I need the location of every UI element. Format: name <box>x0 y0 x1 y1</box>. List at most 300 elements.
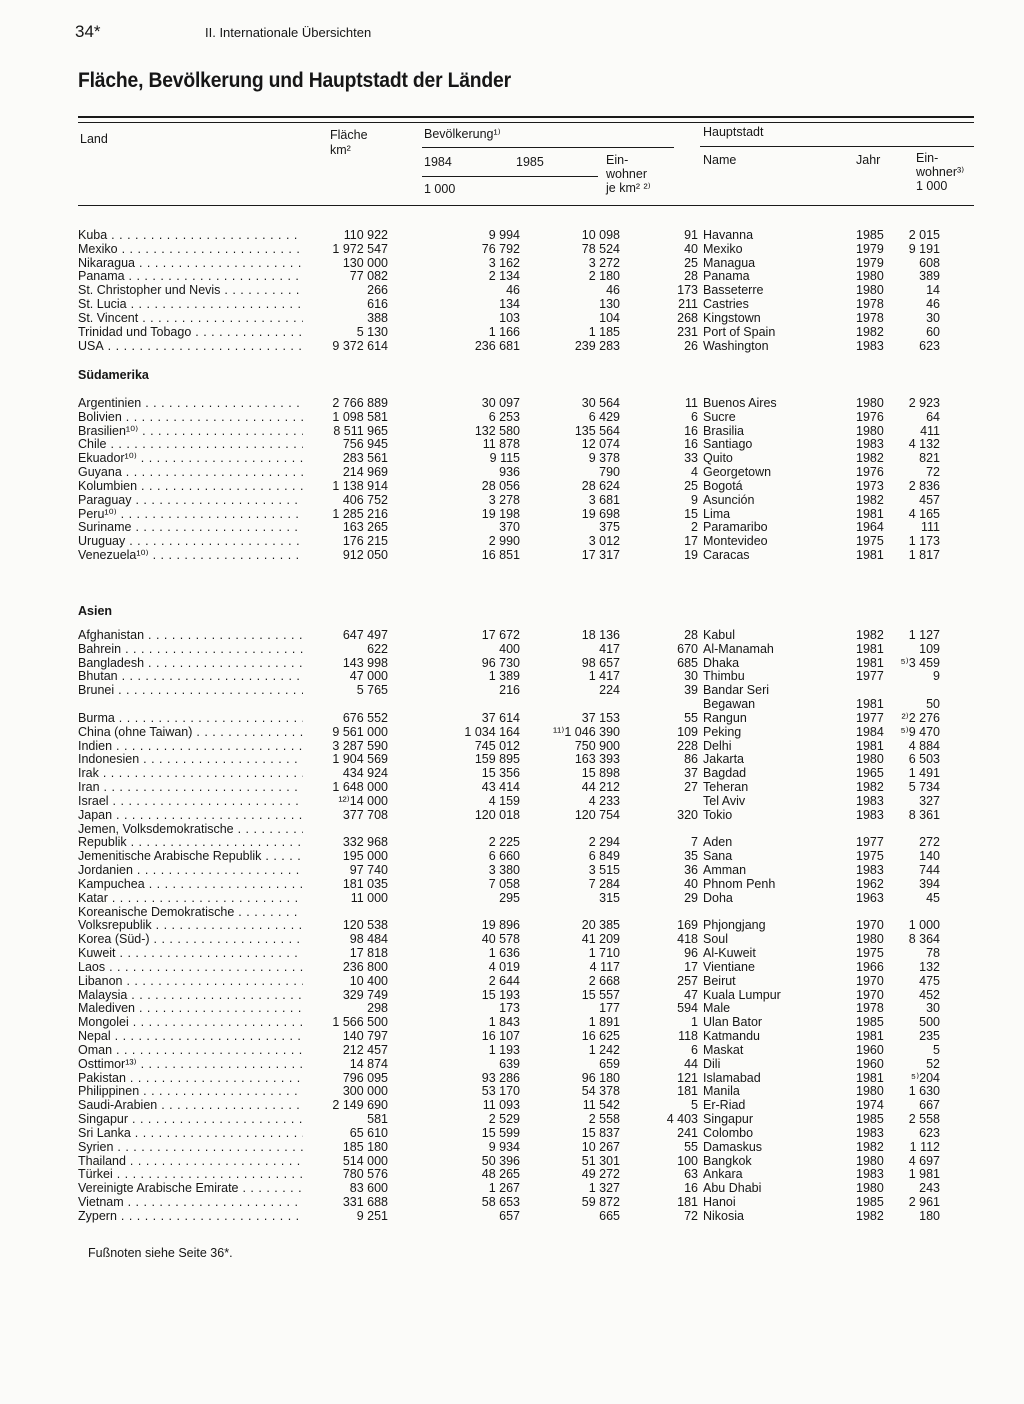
population-1984: 295 <box>499 890 520 905</box>
capital-population: 5 734 <box>908 780 940 795</box>
population-1985: 17 317 <box>581 548 620 563</box>
capital-population: 1 127 <box>908 628 940 642</box>
capital-year: 1960 <box>856 1056 884 1071</box>
population-1985: 1 891 <box>588 1015 620 1030</box>
population-1984: 1 034 164 <box>464 724 520 739</box>
capital-name: Dhaka <box>703 655 740 670</box>
density-value: 40 <box>684 876 698 891</box>
population-1985: 750 900 <box>574 738 620 753</box>
capital-population: 111 <box>920 520 940 535</box>
capital-year: 1980 <box>856 932 884 947</box>
capital-name: Sucre <box>703 409 736 424</box>
area-value: 300 000 <box>342 1084 388 1099</box>
capital-year: 1976 <box>856 465 884 480</box>
population-1984: 1 389 <box>488 669 520 684</box>
area-value: 9 561 000 <box>332 724 388 739</box>
country-name: Paraguay . . . <box>78 493 303 507</box>
density-value: 55 <box>684 710 698 725</box>
country-name: Uruguay . . . <box>78 534 303 548</box>
country-name: Indien . . . <box>78 739 303 753</box>
capital-year: 1983 <box>856 437 884 452</box>
area-value: 10 400 <box>349 973 388 988</box>
density-value: 173 <box>677 283 698 298</box>
table-row <box>78 1029 978 1043</box>
capital-name: Tel Aviv <box>703 793 746 808</box>
area-value: 331 688 <box>342 1195 388 1210</box>
density-value: 1 <box>691 1015 698 1030</box>
country-name: Venezuela¹⁰⁾ . . . <box>78 548 303 562</box>
top-rule-thin <box>78 122 974 123</box>
table-row <box>78 283 978 297</box>
capital-population: ⁵⁾9 470 <box>900 724 940 739</box>
country-name: St. Lucia . . . <box>78 297 303 311</box>
density-value: 29 <box>684 890 698 905</box>
population-1984: 11 878 <box>482 437 520 452</box>
area-value: 5 130 <box>356 324 388 339</box>
capital-name: Panama <box>703 269 750 284</box>
table-row <box>78 725 978 739</box>
country-name: St. Vincent . . . <box>78 311 303 325</box>
capital-population: 457 <box>919 492 940 507</box>
density-value: 594 <box>677 1001 698 1016</box>
table-row <box>78 396 978 410</box>
area-value: 1 138 914 <box>332 478 388 493</box>
population-1984: 96 730 <box>481 655 520 670</box>
table-row <box>78 932 978 946</box>
capital-year: 1982 <box>856 451 884 466</box>
density-value: 16 <box>684 1181 698 1196</box>
population-1984: 2 644 <box>488 973 520 988</box>
density-value: 5 <box>691 1098 698 1113</box>
area-value: 11 000 <box>350 890 388 905</box>
table-row <box>78 410 978 424</box>
country-name: Afghanistan . . . <box>78 628 303 642</box>
country-name: Vietnam . . . <box>78 1195 303 1209</box>
country-name: Nikaragua . . . <box>78 256 303 270</box>
capital-year: 1985 <box>856 1195 884 1210</box>
table-row <box>78 1057 978 1071</box>
country-name: Laos . . . <box>78 960 303 974</box>
population-1985: 4 117 <box>589 959 620 974</box>
table-row <box>78 1154 978 1168</box>
capital-year: 1981 <box>856 738 884 753</box>
table-row <box>78 1084 978 1098</box>
table-row <box>78 479 978 493</box>
capital-name: Jakarta <box>703 752 744 767</box>
capital-year: 1984 <box>856 724 884 739</box>
capital-population: 1 981 <box>908 1167 940 1182</box>
population-1984: 134 <box>499 297 520 312</box>
table-row <box>78 669 978 683</box>
country-name: Singapur . . . <box>78 1112 303 1126</box>
capital-year: 1982 <box>856 628 884 642</box>
capital-population: 1 491 <box>908 766 940 781</box>
col-header-flaeche-unit: km² <box>330 143 351 157</box>
population-1985: 11 542 <box>582 1098 620 1113</box>
table-row <box>78 1001 978 1015</box>
population-1985: 7 284 <box>588 876 620 891</box>
population-1985: 37 153 <box>581 710 620 725</box>
country-name: Jordanien . . . <box>78 863 303 877</box>
capital-name: Katmandu <box>703 1029 760 1044</box>
capital-name: Phnom Penh <box>703 876 776 891</box>
population-1984: 2 134 <box>488 269 520 284</box>
table-row <box>78 325 978 339</box>
population-1985: 20 385 <box>581 918 620 933</box>
capital-year: 1973 <box>856 478 884 493</box>
population-1985: 3 012 <box>588 534 620 549</box>
table-row <box>78 905 978 919</box>
capital-year: 1977 <box>856 710 884 725</box>
capital-population: 109 <box>919 641 940 656</box>
capital-name: Caracas <box>703 548 750 563</box>
population-1984: 76 792 <box>481 241 520 256</box>
country-name: Türkei . . . <box>78 1167 303 1181</box>
country-name: Israel . . . <box>78 794 303 808</box>
population-1984: 132 580 <box>474 423 520 438</box>
capital-name: Havanna <box>703 228 754 242</box>
capital-name: Ankara <box>703 1167 743 1182</box>
country-name: Irak . . . <box>78 766 303 780</box>
population-1985: 224 <box>599 683 620 698</box>
population-1984: 30 097 <box>481 396 520 410</box>
density-value: 36 <box>684 863 698 878</box>
capital-year: 1965 <box>856 766 884 781</box>
capital-population: 52 <box>926 1056 940 1071</box>
country-name: Nepal . . . <box>78 1029 303 1043</box>
capital-population: 500 <box>919 1015 940 1030</box>
col-header-dichte-1: Ein- <box>606 153 629 167</box>
capital-name: Doha <box>703 890 733 905</box>
country-name: Kuba . . . <box>78 228 303 242</box>
population-1984: 2 225 <box>488 835 520 850</box>
capital-name: Islamabad <box>703 1070 761 1085</box>
population-1985: 3 272 <box>588 255 620 270</box>
country-name: Malaysia . . . <box>78 988 303 1002</box>
density-value: 109 <box>677 724 698 739</box>
area-value: 65 610 <box>349 1125 388 1140</box>
density-value: 39 <box>684 683 698 698</box>
country-name: Burma . . . <box>78 711 303 725</box>
table-row <box>78 507 978 521</box>
population-1985: 78 524 <box>581 241 620 256</box>
capital-population: 45 <box>926 890 940 905</box>
capital-year: 1983 <box>856 1167 884 1182</box>
density-value: 11 <box>685 396 698 410</box>
density-value: 670 <box>677 641 698 656</box>
density-value: 15 <box>684 506 698 521</box>
area-value: 181 035 <box>342 876 388 891</box>
capital-name: Montevideo <box>703 534 768 549</box>
table-row <box>78 780 978 794</box>
capital-name: Colombo <box>703 1125 754 1140</box>
capital-population: 78 <box>926 946 940 961</box>
capital-population: 60 <box>926 324 940 339</box>
capital-population: 46 <box>926 297 940 312</box>
capital-year: 1983 <box>856 807 884 822</box>
area-value: 283 561 <box>342 451 388 466</box>
area-value: 3 287 590 <box>332 738 388 753</box>
capital-population: 2 923 <box>908 396 940 410</box>
table-row <box>78 1209 978 1223</box>
country-name: Zypern . . . <box>78 1209 303 1223</box>
capital-population: ⁵⁾204 <box>910 1070 940 1085</box>
density-value: 28 <box>684 269 698 284</box>
density-value: 55 <box>684 1139 698 1154</box>
country-name: China (ohne Taiwan) . . . <box>78 725 303 739</box>
col-header-name: Name <box>703 153 737 167</box>
country-name: Katar . . . <box>78 891 303 905</box>
density-value: 86 <box>684 752 698 767</box>
capital-name: Tokio <box>703 807 733 822</box>
capital-name: Kingstown <box>703 310 761 325</box>
capital-population: 243 <box>919 1181 940 1196</box>
country-name: Peru¹⁰⁾ . . . <box>78 507 303 521</box>
population-1984: 93 286 <box>481 1070 520 1085</box>
population-1985: 51 301 <box>581 1153 620 1168</box>
capital-name: Rangun <box>703 710 747 725</box>
capital-population: 272 <box>919 835 940 850</box>
population-1985: 15 837 <box>581 1125 620 1140</box>
population-1985: 49 272 <box>581 1167 620 1182</box>
capital-year: 1980 <box>856 283 884 298</box>
population-1984: 17 672 <box>481 628 520 642</box>
population-1985: 18 136 <box>581 628 620 642</box>
area-value: 17 818 <box>349 946 388 961</box>
capital-year: 1983 <box>856 1125 884 1140</box>
capital-name: Buenos Aires <box>703 396 777 410</box>
population-1984: 2 529 <box>488 1112 520 1127</box>
capital-name: Maskat <box>703 1042 744 1057</box>
area-value: 676 552 <box>342 710 388 725</box>
population-1985: ¹¹⁾1 046 390 <box>552 724 620 739</box>
area-value: 514 000 <box>342 1153 388 1168</box>
hauptstadt-rule <box>700 146 974 147</box>
population-1984: 11 093 <box>482 1098 520 1113</box>
table-row <box>78 242 978 256</box>
capital-name: Managua <box>703 255 756 270</box>
area-value: 616 <box>367 297 388 312</box>
density-value: 63 <box>684 1167 698 1182</box>
capital-population: 235 <box>919 1029 940 1044</box>
country-name: Bolivien . . . <box>78 410 303 424</box>
capital-year: 1985 <box>856 228 884 242</box>
col-header-einw-1: Ein- <box>916 151 939 165</box>
area-value: 1 285 216 <box>332 506 388 521</box>
area-value: 434 924 <box>342 766 388 781</box>
area-value: 406 752 <box>342 492 388 507</box>
country-name: Republik . . . <box>78 835 303 849</box>
capital-population: 9 <box>933 669 940 684</box>
country-name: Jemenitische Arabische Republik . . . <box>78 849 303 863</box>
table-row <box>78 656 978 670</box>
table-row <box>78 766 978 780</box>
area-value: 912 050 <box>342 548 388 563</box>
population-1984: 15 356 <box>481 766 520 781</box>
population-1984: 936 <box>499 465 520 480</box>
capital-name: Dili <box>703 1056 721 1071</box>
table-row <box>78 1167 978 1181</box>
capital-year: 1966 <box>856 959 884 974</box>
capital-name: Singapur <box>703 1112 754 1127</box>
population-1984: 16 851 <box>481 548 520 563</box>
population-1984: 3 278 <box>488 492 520 507</box>
capital-population: 475 <box>919 973 940 988</box>
capital-year: 1975 <box>856 946 884 961</box>
area-value: ¹²⁾14 000 <box>338 793 388 808</box>
capital-name: Port of Spain <box>703 324 776 339</box>
capital-year: 1980 <box>856 396 884 410</box>
capital-population: 1 630 <box>908 1084 940 1099</box>
area-value: 212 457 <box>342 1042 388 1057</box>
capital-name: Thimbu <box>703 669 745 684</box>
population-1984: 639 <box>499 1056 520 1071</box>
density-value: 33 <box>684 451 698 466</box>
page-number: 34* <box>75 22 101 41</box>
density-value: 72 <box>684 1208 698 1223</box>
table-row <box>78 808 978 822</box>
area-value: 796 095 <box>342 1070 388 1085</box>
capital-population: 180 <box>919 1208 940 1223</box>
table-row <box>78 297 978 311</box>
capital-name: Asunción <box>703 492 755 507</box>
table-row <box>78 711 978 725</box>
density-value: 28 <box>684 628 698 642</box>
capital-population: 1 112 <box>909 1139 940 1154</box>
capital-population: 4 697 <box>908 1153 940 1168</box>
capital-year: 1981 <box>856 506 884 521</box>
country-name: Mongolei . . . <box>78 1015 303 1029</box>
col-header-jahr: Jahr <box>856 153 881 167</box>
col-header-land: Land <box>80 132 108 146</box>
country-name: Japan . . . <box>78 808 303 822</box>
area-value: 1 648 000 <box>332 780 388 795</box>
area-value: 329 749 <box>342 987 388 1002</box>
density-value: 44 <box>684 1056 698 1071</box>
population-1985: 10 267 <box>581 1139 620 1154</box>
capital-name: Brasilia <box>703 423 744 438</box>
density-value: 91 <box>684 228 698 242</box>
population-1984: 1 193 <box>488 1042 520 1057</box>
population-1984: 1 843 <box>488 1015 520 1030</box>
country-name: Trinidad und Tobago . . . <box>78 325 303 339</box>
area-value: 332 968 <box>342 835 388 850</box>
area-value: 195 000 <box>342 849 388 864</box>
population-1984: 28 056 <box>481 478 520 493</box>
country-name: Syrien . . . <box>78 1140 303 1154</box>
capital-year: 1964 <box>856 520 884 535</box>
area-value: 120 538 <box>342 918 388 933</box>
population-1984: 4 159 <box>488 793 520 808</box>
population-1985: 3 681 <box>588 492 620 507</box>
area-value: 8 511 965 <box>333 423 388 438</box>
population-1984: 1 636 <box>488 946 520 961</box>
density-value: 25 <box>684 255 698 270</box>
population-1985: 2 668 <box>588 973 620 988</box>
population-1985: 41 209 <box>581 932 620 947</box>
population-1984: 4 019 <box>488 959 520 974</box>
density-value: 211 <box>678 297 698 312</box>
area-value: 143 998 <box>342 655 388 670</box>
country-name: Brasilien¹⁰⁾ . . . <box>78 424 303 438</box>
capital-name: Quito <box>703 451 733 466</box>
area-value: 2 766 889 <box>332 396 388 410</box>
density-value: 241 <box>677 1125 698 1140</box>
population-1985: 1 242 <box>588 1042 620 1057</box>
population-1985: 2 294 <box>588 835 620 850</box>
country-name: Ekuador¹⁰⁾ . . . <box>78 451 303 465</box>
area-value: 83 600 <box>349 1181 388 1196</box>
density-value: 685 <box>677 655 698 670</box>
page-header <box>75 22 775 46</box>
capital-year: 1979 <box>856 241 884 256</box>
population-1985: 12 074 <box>581 437 620 452</box>
population-1984: 1 166 <box>488 324 520 339</box>
capital-population: 50 <box>926 697 940 712</box>
capital-year: 1983 <box>856 863 884 878</box>
country-name: Chile . . . <box>78 437 303 451</box>
country-name: Kuweit . . . <box>78 946 303 960</box>
table-row <box>78 739 978 753</box>
capital-name: Georgetown <box>703 465 772 480</box>
capital-name: Peking <box>703 724 742 739</box>
capital-year: 1982 <box>856 492 884 507</box>
capital-name: Bogotá <box>703 478 743 493</box>
capital-population: 8 361 <box>908 807 940 822</box>
population-1984: 173 <box>499 1001 520 1016</box>
capital-population: 132 <box>919 959 940 974</box>
capital-population: 64 <box>926 409 940 424</box>
population-1985: 6 849 <box>588 849 620 864</box>
population-1985: 790 <box>599 465 620 480</box>
table-row <box>78 863 978 877</box>
col-header-einw-2: wohner³⁾ <box>916 165 965 179</box>
population-1985: 417 <box>599 641 620 656</box>
table-row <box>78 891 978 905</box>
capital-name: Al-Kuweit <box>703 946 756 961</box>
country-name: Malediven . . . <box>78 1001 303 1015</box>
country-name: Korea (Süd-) . . . <box>78 932 303 946</box>
capital-year: 1985 <box>856 1015 884 1030</box>
area-value: 77 082 <box>349 269 388 284</box>
area-value: 377 708 <box>342 807 388 822</box>
country-name: Suriname . . . <box>78 520 303 534</box>
table-row <box>78 1015 978 1029</box>
capital-population: 4 165 <box>908 506 940 521</box>
country-name: Kolumbien . . . <box>78 479 303 493</box>
area-value: 298 <box>367 1001 388 1016</box>
population-1984: 19 896 <box>481 918 520 933</box>
density-value: 169 <box>677 918 698 933</box>
capital-name: Delhi <box>703 738 732 753</box>
density-value: 7 <box>691 835 698 850</box>
population-1985: 10 098 <box>581 228 620 242</box>
density-value: 17 <box>684 534 698 549</box>
country-name: Sri Lanka . . . <box>78 1126 303 1140</box>
capital-name: Santiago <box>703 437 753 452</box>
country-name: USA . . . <box>78 339 303 353</box>
area-value: 9 372 614 <box>332 338 388 353</box>
country-name: Indonesien . . . <box>78 752 303 766</box>
population-1984: 15 599 <box>481 1125 520 1140</box>
population-1985: 9 378 <box>588 451 620 466</box>
country-name: Saudi-Arabien . . . <box>78 1098 303 1112</box>
capital-name: Lima <box>703 506 731 521</box>
area-value: 97 740 <box>349 863 388 878</box>
capital-population: 72 <box>926 465 940 480</box>
col-header-1984: 1984 <box>424 155 452 169</box>
capital-name: Sana <box>703 849 733 864</box>
